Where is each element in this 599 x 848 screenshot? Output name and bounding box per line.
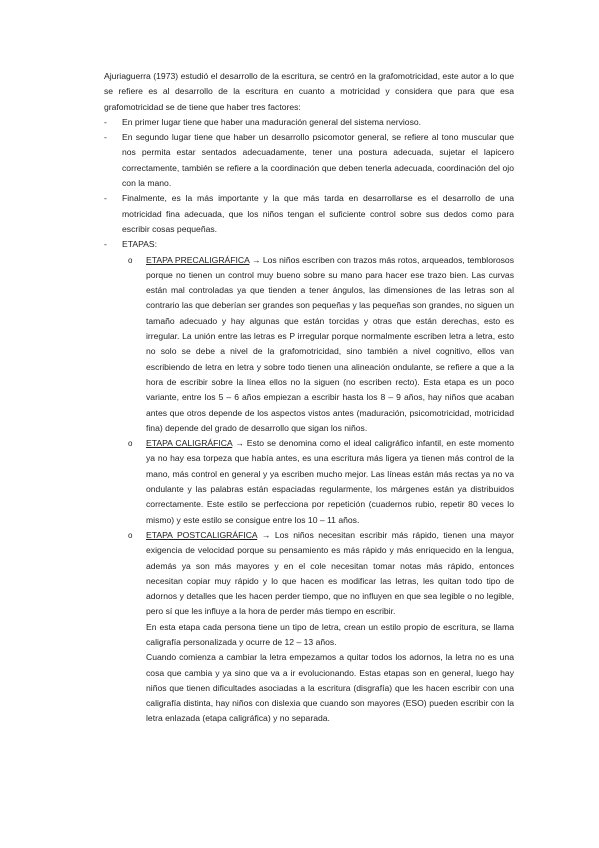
arrow-icon: → [261,529,271,540]
stage-title: ETAPA PRECALIGRÁFICA [146,254,250,265]
stage-title: ETAPA POSTCALIGRÁFICA [146,529,258,540]
stage-extra-paragraph: En esta etapa cada persona tiene un tipo de letra, crean un estilo propio de escritura, se llama caligrafía personalizada y ocurre de 12 – 13 años. [146,621,514,647]
factor-text: Finalmente, es la más importante y la que más tarda en desarrollarse es el desarrollo de una motricidad fina adecuada, que los niños tengan el suficiente control sobre sus dedos como para escribir cosas pequeñas. [122,193,514,234]
dash-marker: - [104,132,107,143]
factor-item [104,115,514,130]
stage-item [122,253,514,437]
stage-text: Los niños necesitan escribir más rápido, tienen una mayor exigencia de velocidad porque su pensamiento es más rápido y más enriquecido en la lengua, además ya son más mayores y en el cole necesitan tomar notas más rápido, entonces necesitan copiar muy rápido y lo que hacen es modificar las letras, les quitan todo tipo de adornos y detalles que les hacen perder tiempo, que no influyen en que sea legible o no legible, pero sí que les influye a la hora de perder más tiempo en escribir. [146,529,515,617]
circle-bullet: o [128,255,133,265]
arrow-icon: → [235,438,244,449]
intro-paragraph: Ajuriaguerra (1973) estudió el desarrollo de la escritura, se centró en la grafomotricidad, este autor a lo que se refiere es al desarrollo de la escritura en cuanto a motricidad y considera que para que esa grafomotricidad se de tiene que haber tres factores: [104,71,514,112]
factor-text: En primer lugar tiene que haber una maduración general del sistema nervioso. [122,116,422,127]
factor-text: En segundo lugar tiene que haber un desarrollo psicomotor general, se refiere al tono muscular que nos permita estar sentados adecuadamente, tener una postura adecuada, sujetar el lapicero correctamente, también se refiere a la coordinación que deben tenerla adecuada, coordinación del ojo con la mano. [122,132,514,189]
circle-bullet: o [128,530,133,540]
dash-marker: - [104,239,107,250]
arrow-icon: → [251,254,261,265]
dash-marker: - [104,116,107,127]
etapas-heading: ETAPAS: [122,239,158,250]
stage-text: Esto se denomina como el ideal caligráfico infantil, en este momento ya no hay esa torpeza que había antes, es una escritura más ligera ya tienen más control de la mano, más control en general y ya escriben mucho mejor. Las líneas están más rectas ya no va ondulante y las palabras están espaciadas regularmente, los márgenes están ya distribuidos correctamente. Este estilo se perfecciona por repetición (cuadernos rubio, repetir 80 veces lo mismo) y este estilo se consigue entre los 10 – 11 años. [146,438,514,525]
stage-text: Los niños escriben con trazos más rotos, arqueados, temblorosos porque no tienen un control muy bueno sobre su mano para hacer ese trazo bien. Las curvas están mal controladas ya que tienden a tener ángulos, las dimensiones de las letras son al contrario las que deberían ser grandes son pequeñas y las pequeñas son grandes, no siguen un tamaño adecuado y hay algunas que están torcidas y otras que están derechas, esto es irregular. La unión entre las letras es P irregular porque normalmente escriben letra a letra, esto no solo se debe a nivel de la grafomotricidad, sino también a nivel cognitivo, ellos van escribiendo de letra en letra y sobre todo tienen una alineación ondulante, se refiere a que a la hora de escribir sobre la línea ellos no la siguen (no escriben recto). Esta etapa es un poco variante, entre los 5 – 6 años empiezan a escribir hasta los 8 – 9 años, hay niños que acaban antes que otros depende de los aspectos vistos antes (maduración, psicomotricidad, motricidad fina) depende del grado de desarrollo que sigan los niños. [146,254,515,433]
etapas-heading-item [104,237,514,252]
stage-item [122,528,514,620]
circle-bullet: o [128,439,133,449]
factor-item [104,130,514,191]
stage-extra-paragraph: Cuando comienza a cambiar la letra empezamos a quitar todos los adornos, la letra no es una cosa que cambia y ya sino que va a ir evolucionando. Estas etapas son en general, luego hay niños que tienen dificultades asociadas a la escritura (disgrafía) que les hacen escribir con una caligrafía distinta, hay niños con dislexia que cuando son mayores (ESO) pueden escribir con la letra enlazada (etapa caligráfica) y no separada. [146,652,514,724]
document-body [104,69,514,727]
stage-item [122,436,514,528]
dash-marker: - [104,193,107,204]
factor-item [104,191,514,237]
stage-title: ETAPA CALIGRÁFICA [146,438,233,449]
